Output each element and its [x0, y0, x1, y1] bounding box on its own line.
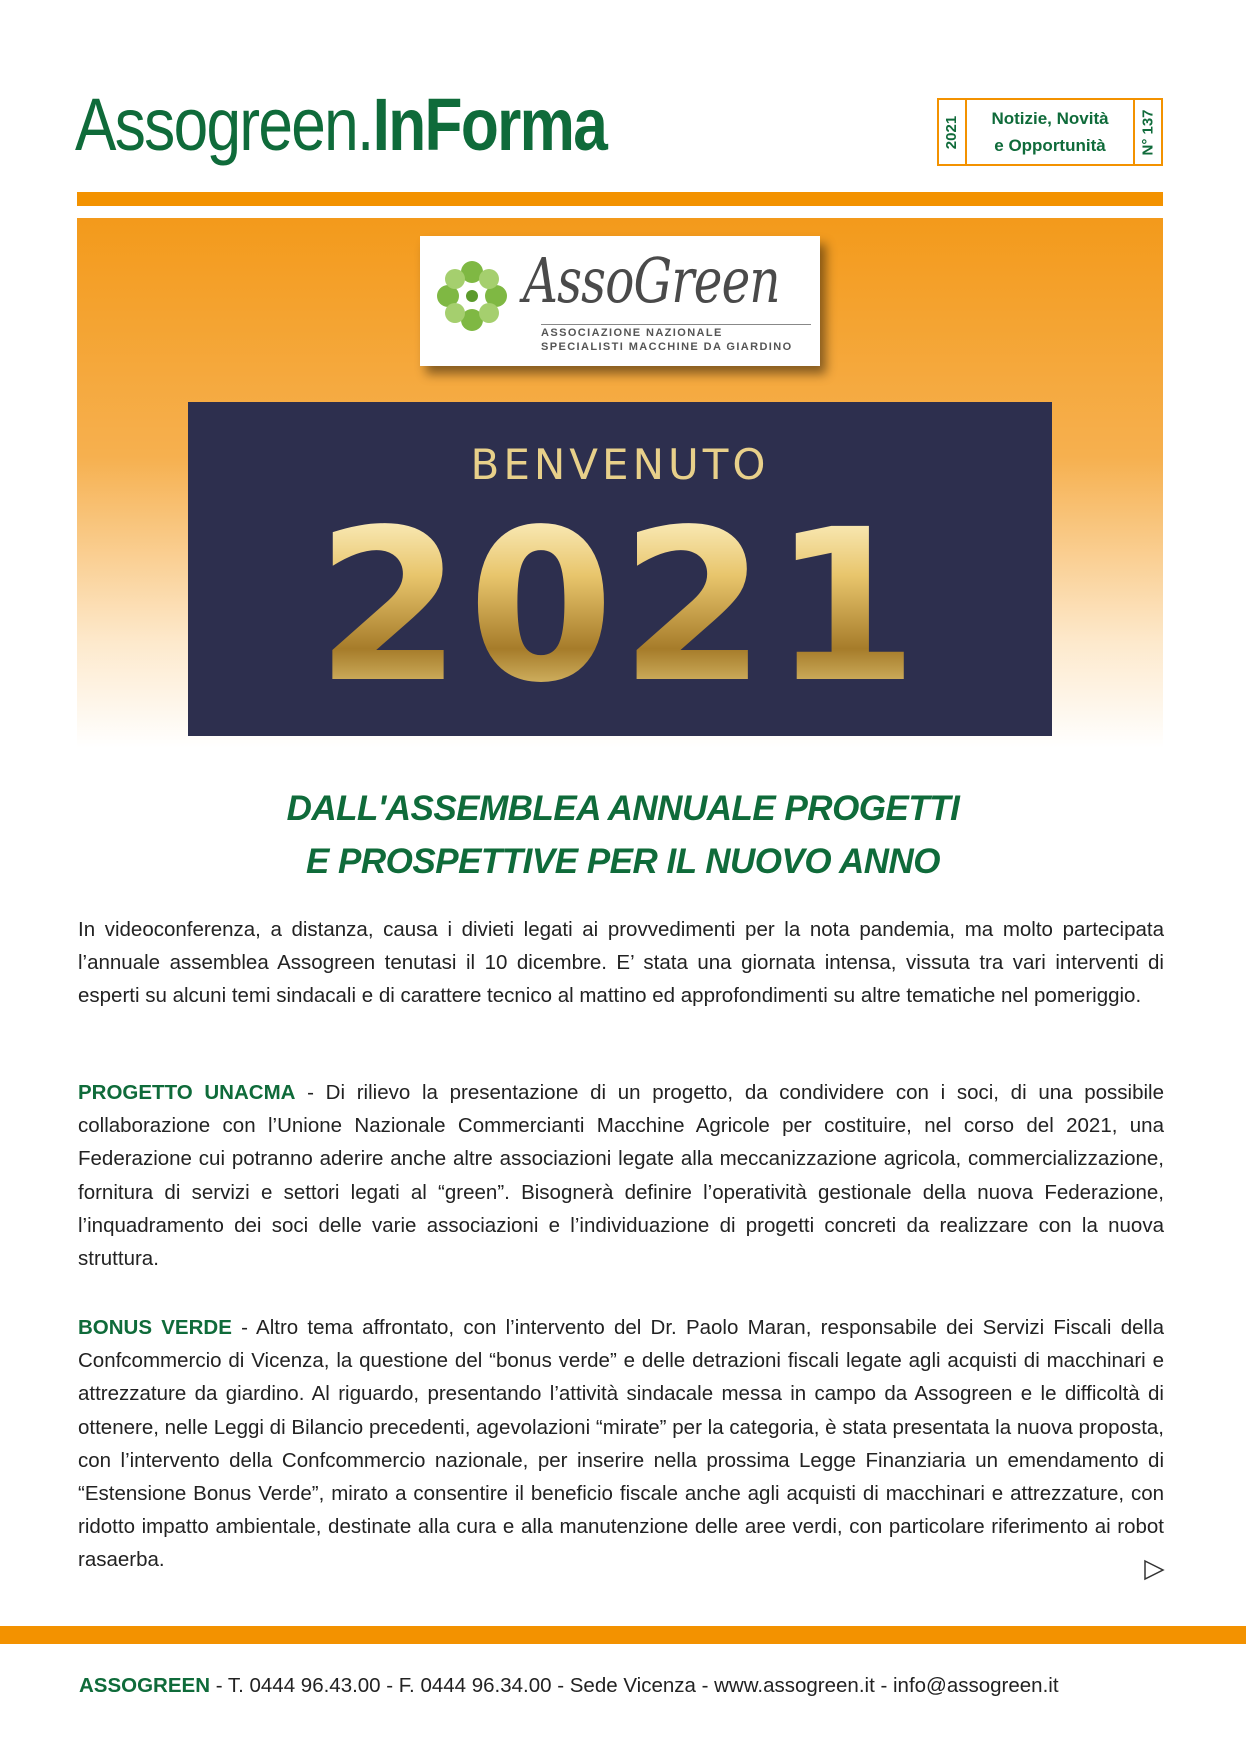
issue-number-cell	[1133, 100, 1161, 164]
issue-year: 2021	[943, 115, 961, 149]
footer-brand: ASSOGREEN	[79, 1674, 210, 1697]
welcome-banner	[188, 402, 1052, 736]
paragraph-unacma-lead: PROGETTO UNACMA	[78, 1081, 296, 1104]
top-divider	[77, 192, 1163, 206]
logo-divider	[541, 324, 811, 325]
flower-icon	[432, 256, 512, 336]
paragraph-unacma-text: - Di rilievo la presentazione di un progetto, da condividere con i soci, di una possibile collaborazione con l’Unione Nazionale Commercianti Macchine Agricole per costituire, nel corso del 2021, una Federazione cui potranno aderire anche altre associazioni legate alla meccanizzazione agricola, commercializzazione, fornitura di servizi e settori legati al “green”. Bisognerà definire l’operatività gestionale della nuova Federazione, l’inquadramento dei soci delle varie associazioni e l’individuazione di progetti concreti da realizzare con la nuova struttura.	[78, 1081, 1164, 1271]
paragraph-intro: In videoconferenza, a distanza, causa i divieti legati ai provvedimenti per la nota pandemia, ma molto partecipata l’annuale assemblea Assogreen tenutasi il 10 dicembre. E’ stata una giornata intensa, vissuta tra vari interventi di esperti su alcuni temi sindacali e di carattere tecnico al mattino ed approfondimenti su altre tematiche nel pomeriggio.	[78, 918, 1164, 1008]
issue-tag-line2: e Opportunità	[994, 136, 1106, 155]
banner-word: BENVENUTO	[470, 440, 770, 489]
headline-line1: DALL'ASSEMBLEA ANNUALE PROGETTI	[286, 789, 960, 828]
headline-line2: E PROSPETTIVE PER IL NUOVO ANNO	[305, 842, 941, 881]
title-regular: Assogreen.	[75, 83, 373, 166]
newsletter-title	[75, 83, 607, 166]
issue-tag-line1: Notizie, Novità	[991, 108, 1109, 128]
paragraph-unacma	[78, 1076, 1164, 1275]
footer-contacts	[79, 1674, 1059, 1698]
issue-tagline	[967, 100, 1133, 164]
paragraph-bonus-lead: BONUS VERDE	[78, 1316, 232, 1339]
issue-box	[937, 98, 1163, 166]
assogreen-logo	[420, 236, 820, 366]
logo-subtitle-line2: SPECIALISTI MACCHINE DA GIARDINO	[541, 341, 793, 354]
footer-contact-text: - T. 0444 96.43.00 - F. 0444 96.34.00 - Sede Vicenza - www.assogreen.it - info@assogreen.it	[210, 1674, 1059, 1697]
paragraph-bonus-verde	[78, 1311, 1164, 1577]
issue-year-cell	[939, 100, 967, 164]
logo-wordmark: AssoGreen	[523, 244, 780, 317]
logo-subtitle-line1: ASSOCIAZIONE NAZIONALE	[541, 327, 723, 339]
paragraph-bonus-text: - Altro tema affrontato, con l’intervento del Dr. Paolo Maran, responsabile dei Servizi Fiscali della Confcommercio di Vicenza, la questione del “bonus verde” e delle detrazioni fiscali legate agli acquisti di macchinari e attrezzature da giardino. Al riguardo, presentando l’attività sindacale messa in campo da Assogreen e le difficoltà di ottenere, nelle Leggi di Bilancio precedenti, agevolazioni “mirate” per la categoria, è stata presentata la nuova proposta, con l’intervento della Confcommercio nazionale, per inserire nella prossima Legge Finanziaria un emendamento di “Estensione Bonus Verde”, mirato a consentire il beneficio fiscale anche agli acquisti di macchinari e attrezzature, con ridotto impatto ambientale, destinate alla cura e alla manutenzione delle aree verdi, con particolare riferimento ai robot rasaerba.	[78, 1316, 1165, 1572]
logo-subtitle	[541, 326, 793, 355]
next-page-arrow-icon[interactable]	[1142, 1558, 1166, 1582]
issue-number: N° 137	[1139, 108, 1157, 156]
article-headline	[0, 782, 1246, 888]
bottom-divider	[0, 1626, 1246, 1644]
banner-year: 2021	[188, 502, 1052, 712]
title-bold: InForma	[372, 83, 607, 166]
